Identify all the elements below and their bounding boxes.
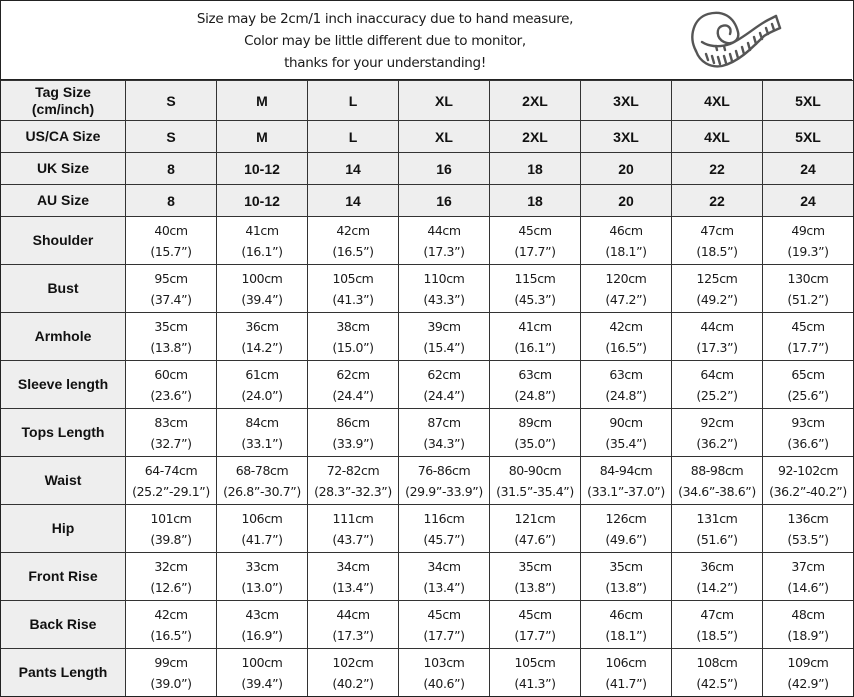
inch-value: (17.7”) xyxy=(787,339,829,355)
cm-value: 34cm xyxy=(336,558,370,574)
size-cell: 10-12 xyxy=(217,153,308,185)
inch-value: (24.4”) xyxy=(332,387,374,403)
cm-value: 45cm xyxy=(791,318,825,334)
row-label-text: UK Size xyxy=(36,160,90,176)
inch-value: (17.3”) xyxy=(423,243,465,259)
cm-value: 125cm xyxy=(696,270,738,286)
cm-value: 95cm xyxy=(154,270,188,286)
cm-value: 100cm xyxy=(241,270,283,286)
cm-value: 49cm xyxy=(791,222,825,238)
cm-value: 105cm xyxy=(514,654,556,670)
cm-value: 45cm xyxy=(427,606,461,622)
cm-value: 120cm xyxy=(605,270,647,286)
cm-value: 44cm xyxy=(427,222,461,238)
inch-value: (18.1”) xyxy=(605,243,647,259)
size-cell: 14 xyxy=(308,153,399,185)
cm-value: 39cm xyxy=(427,318,461,334)
size-cell: 16 xyxy=(399,153,490,185)
cm-value: 83cm xyxy=(154,414,188,430)
size-cell: S xyxy=(126,121,217,153)
cm-value: 47cm xyxy=(700,222,734,238)
inch-value: (17.7”) xyxy=(514,243,556,259)
inch-value: (40.6”) xyxy=(423,675,465,691)
inch-value: (34.6”-38.6”) xyxy=(678,483,756,499)
cm-value: 44cm xyxy=(336,606,370,622)
cm-value: 41cm xyxy=(245,222,279,238)
inch-value: (43.3”) xyxy=(423,291,465,307)
cm-value: 106cm xyxy=(241,510,283,526)
inch-value: (24.4”) xyxy=(423,387,465,403)
cm-value: 130cm xyxy=(787,270,829,286)
inch-value: (18.5”) xyxy=(696,243,738,259)
cm-value: 43cm xyxy=(245,606,279,622)
inch-value: (15.7”) xyxy=(150,243,192,259)
cm-value: 90cm xyxy=(609,414,643,430)
cm-value: 65cm xyxy=(791,366,825,382)
size-cell: 3XL xyxy=(581,81,672,121)
size-cell: L xyxy=(308,81,399,121)
size-cell: XL xyxy=(399,121,490,153)
size-cell: 14 xyxy=(308,185,399,217)
cm-value: 35cm xyxy=(518,558,552,574)
inch-value: (47.2”) xyxy=(605,291,647,307)
inch-value: (39.8”) xyxy=(150,531,192,547)
cm-value: 93cm xyxy=(791,414,825,430)
disclaimer-line: Size may be 2cm/1 inch inaccuracy due to hand measure, xyxy=(196,11,574,27)
size-cell: S xyxy=(126,81,217,121)
cm-value: 48cm xyxy=(791,606,825,622)
inch-value: (36.2”) xyxy=(696,435,738,451)
size-cell: 2XL xyxy=(490,81,581,121)
inch-value: (13.4”) xyxy=(332,579,374,595)
cm-value: 105cm xyxy=(332,270,374,286)
inch-value: (28.3”-32.3”) xyxy=(314,483,392,499)
cm-value: 34cm xyxy=(427,558,461,574)
inch-value: (53.5”) xyxy=(787,531,829,547)
inch-value: (14.2”) xyxy=(696,579,738,595)
inch-value: (32.7”) xyxy=(150,435,192,451)
inch-value: (49.2”) xyxy=(696,291,738,307)
disclaimer-line: thanks for your understanding! xyxy=(284,55,486,71)
cm-value: 68-78cm xyxy=(235,462,289,478)
inch-value: (13.8”) xyxy=(514,579,556,595)
cm-value: 103cm xyxy=(423,654,465,670)
inch-value: (23.6”) xyxy=(150,387,192,403)
cm-value: 45cm xyxy=(518,606,552,622)
cm-value: 60cm xyxy=(154,366,188,382)
cm-value: 46cm xyxy=(609,222,643,238)
cm-value: 76-86cm xyxy=(417,462,471,478)
inch-value: (31.5”-35.4”) xyxy=(496,483,574,499)
cm-value: 80-90cm xyxy=(508,462,562,478)
cm-value: 99cm xyxy=(154,654,188,670)
cm-value: 88-98cm xyxy=(690,462,744,478)
inch-value: (39.0”) xyxy=(150,675,192,691)
size-cell: 2XL xyxy=(490,121,581,153)
cm-value: 32cm xyxy=(154,558,188,574)
cm-value: 108cm xyxy=(696,654,738,670)
inch-value: (51.6”) xyxy=(696,531,738,547)
inch-value: (34.3”) xyxy=(423,435,465,451)
inch-value: (36.2”-40.2”) xyxy=(769,483,847,499)
cm-value: 100cm xyxy=(241,654,283,670)
row-label: Sleeve length xyxy=(1,361,126,409)
cm-value: 46cm xyxy=(609,606,643,622)
inch-value: (45.7”) xyxy=(423,531,465,547)
inch-value: (18.5”) xyxy=(696,627,738,643)
size-cell: M xyxy=(217,81,308,121)
size-cell: 5XL xyxy=(763,121,854,153)
cm-value: 63cm xyxy=(518,366,552,382)
row-label-text: Tag Size xyxy=(35,83,91,100)
cm-value: 35cm xyxy=(609,558,643,574)
size-cell: L xyxy=(308,121,399,153)
cm-value: 62cm xyxy=(427,366,461,382)
size-cell: XL xyxy=(399,81,490,121)
size-cell: 16 xyxy=(399,185,490,217)
inch-value: (51.2”) xyxy=(787,291,829,307)
cm-value: 102cm xyxy=(332,654,374,670)
size-cell: 10-12 xyxy=(217,185,308,217)
cm-value: 61cm xyxy=(245,366,279,382)
inch-value: (15.0”) xyxy=(332,339,374,355)
inch-value: (16.5”) xyxy=(605,339,647,355)
inch-value: (47.6”) xyxy=(514,531,556,547)
cm-value: 40cm xyxy=(154,222,188,238)
row-label: Armhole xyxy=(1,313,126,361)
inch-value: (49.6”) xyxy=(605,531,647,547)
cm-value: 47cm xyxy=(700,606,734,622)
cm-value: 92cm xyxy=(700,414,734,430)
size-cell: 8 xyxy=(126,185,217,217)
cm-value: 131cm xyxy=(696,510,738,526)
cm-value: 72-82cm xyxy=(326,462,380,478)
size-cell: 8 xyxy=(126,153,217,185)
inch-value: (43.7”) xyxy=(332,531,374,547)
cm-value: 62cm xyxy=(336,366,370,382)
cm-value: 110cm xyxy=(423,270,465,286)
size-cell: 24 xyxy=(763,185,854,217)
inch-value: (16.1”) xyxy=(241,243,283,259)
cm-value: 33cm xyxy=(245,558,279,574)
size-cell: M xyxy=(217,121,308,153)
row-label: Back Rise xyxy=(1,601,126,649)
inch-value: (16.5”) xyxy=(150,627,192,643)
inch-value: (19.3”) xyxy=(787,243,829,259)
cm-value: 42cm xyxy=(154,606,188,622)
row-label-text: US/CA Size xyxy=(25,128,101,144)
inch-value: (42.5”) xyxy=(696,675,738,691)
cm-value: 89cm xyxy=(518,414,552,430)
inch-value: (14.2”) xyxy=(241,339,283,355)
inch-value: (13.0”) xyxy=(241,579,283,595)
size-cell: 22 xyxy=(672,185,763,217)
inch-value: (26.8”-30.7”) xyxy=(223,483,301,499)
inch-value: (14.6”) xyxy=(787,579,829,595)
inch-value: (18.1”) xyxy=(605,627,647,643)
size-cell: 18 xyxy=(490,153,581,185)
inch-value: (41.3”) xyxy=(514,675,556,691)
cm-value: 36cm xyxy=(700,558,734,574)
row-label: Pants Length xyxy=(1,649,126,697)
inch-value: (16.1”) xyxy=(514,339,556,355)
cm-value: 87cm xyxy=(427,414,461,430)
inch-value: (17.7”) xyxy=(423,627,465,643)
cm-value: 106cm xyxy=(605,654,647,670)
inch-value: (40.2”) xyxy=(332,675,374,691)
cm-value: 111cm xyxy=(332,510,374,526)
inch-value: (39.4”) xyxy=(241,675,283,691)
inch-value: (16.5”) xyxy=(332,243,374,259)
cm-value: 136cm xyxy=(787,510,829,526)
inch-value: (12.6”) xyxy=(150,579,192,595)
inch-value: (33.9”) xyxy=(332,435,374,451)
inch-value: (16.9”) xyxy=(241,627,283,643)
cm-value: 35cm xyxy=(154,318,188,334)
inch-value: (33.1”) xyxy=(241,435,283,451)
inch-value: (24.0”) xyxy=(241,387,283,403)
inch-value: (33.1”-37.0”) xyxy=(587,483,665,499)
row-label-text: AU Size xyxy=(36,192,90,208)
cm-value: 44cm xyxy=(700,318,734,334)
cm-value: 101cm xyxy=(150,510,192,526)
row-label: Shoulder xyxy=(1,217,126,265)
inch-value: (17.7”) xyxy=(514,627,556,643)
cm-value: 45cm xyxy=(518,222,552,238)
inch-value: (41.7”) xyxy=(241,531,283,547)
row-label: Hip xyxy=(1,505,126,553)
size-cell: 20 xyxy=(581,185,672,217)
inch-value: (29.9”-33.9”) xyxy=(405,483,483,499)
cm-value: 64cm xyxy=(700,366,734,382)
cm-value: 42cm xyxy=(609,318,643,334)
inch-value: (41.7”) xyxy=(605,675,647,691)
cm-value: 38cm xyxy=(336,318,370,334)
size-cell: 20 xyxy=(581,153,672,185)
cm-value: 84-94cm xyxy=(599,462,653,478)
inch-value: (35.0”) xyxy=(514,435,556,451)
size-cell: 22 xyxy=(672,153,763,185)
inch-value: (13.8”) xyxy=(605,579,647,595)
inch-value: (13.8”) xyxy=(150,339,192,355)
cm-value: 92-102cm xyxy=(777,462,839,478)
inch-value: (17.3”) xyxy=(332,627,374,643)
cm-value: 115cm xyxy=(514,270,556,286)
size-cell: 5XL xyxy=(763,81,854,121)
cm-value: 42cm xyxy=(336,222,370,238)
inch-value: (13.4”) xyxy=(423,579,465,595)
cm-value: 116cm xyxy=(423,510,465,526)
inch-value: (24.8”) xyxy=(605,387,647,403)
cm-value: 126cm xyxy=(605,510,647,526)
size-cell: 18 xyxy=(490,185,581,217)
cm-value: 37cm xyxy=(791,558,825,574)
cm-value: 109cm xyxy=(787,654,829,670)
inch-value: (25.2”) xyxy=(696,387,738,403)
inch-value: (18.9”) xyxy=(787,627,829,643)
inch-value: (25.6”) xyxy=(787,387,829,403)
row-label: Tops Length xyxy=(1,409,126,457)
disclaimer-line: Color may be little different due to monitor, xyxy=(244,33,526,49)
cm-value: 41cm xyxy=(518,318,552,334)
inch-value: (41.3”) xyxy=(332,291,374,307)
inch-value: (24.8”) xyxy=(514,387,556,403)
inch-value: (15.4”) xyxy=(423,339,465,355)
inch-value: (25.2”-29.1”) xyxy=(132,483,210,499)
row-label-subtext: (cm/inch) xyxy=(31,100,95,117)
cm-value: 84cm xyxy=(245,414,279,430)
cm-value: 36cm xyxy=(245,318,279,334)
row-label: Waist xyxy=(1,457,126,505)
inch-value: (39.4”) xyxy=(241,291,283,307)
size-cell: 4XL xyxy=(672,121,763,153)
inch-value: (36.6”) xyxy=(787,435,829,451)
inch-value: (17.3”) xyxy=(696,339,738,355)
row-label: Front Rise xyxy=(1,553,126,601)
row-label: Bust xyxy=(1,265,126,313)
cm-value: 64-74cm xyxy=(144,462,198,478)
cm-value: 63cm xyxy=(609,366,643,382)
inch-value: (37.4”) xyxy=(150,291,192,307)
size-cell: 4XL xyxy=(672,81,763,121)
cm-value: 121cm xyxy=(514,510,556,526)
size-cell: 24 xyxy=(763,153,854,185)
cm-value: 86cm xyxy=(336,414,370,430)
size-cell: 3XL xyxy=(581,121,672,153)
inch-value: (45.3”) xyxy=(514,291,556,307)
inch-value: (35.4”) xyxy=(605,435,647,451)
inch-value: (42.9”) xyxy=(787,675,829,691)
